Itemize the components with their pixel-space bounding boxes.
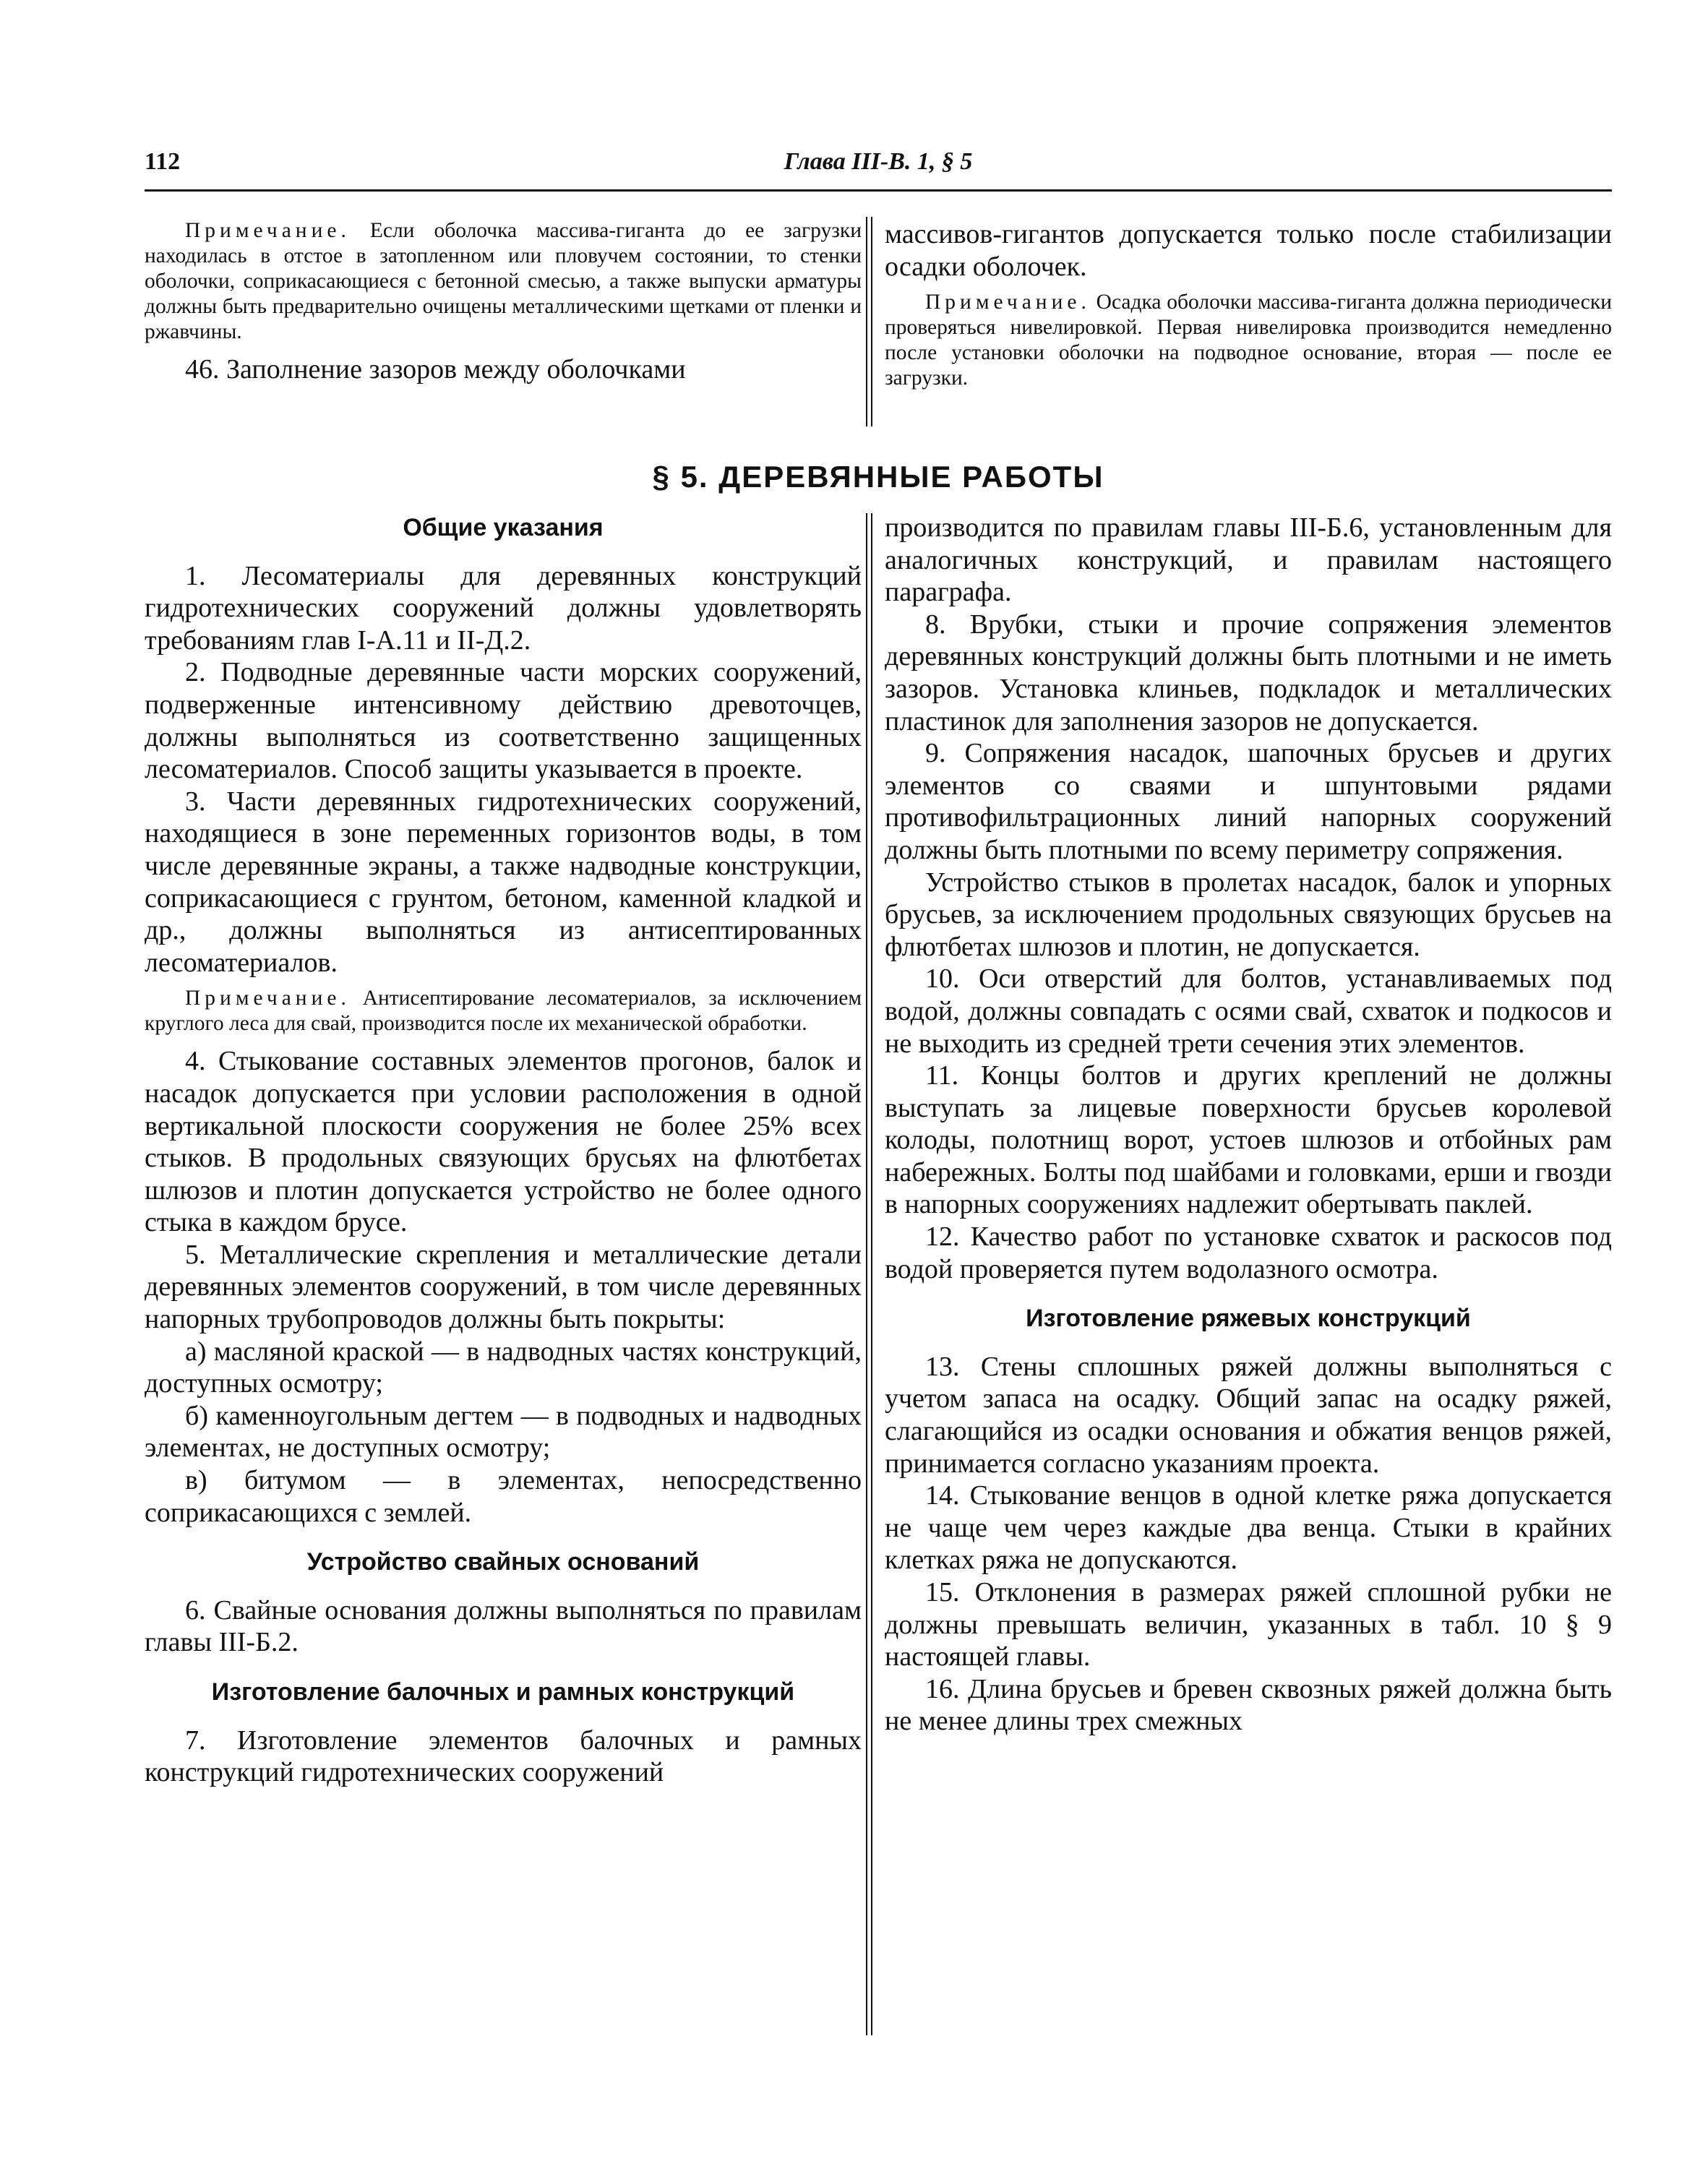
note-text: Осадка оболочки массива-гиганта должна периодически проверяться нивелировкой. Первая нивелировка производится немедленно после установки оболочки на подводное основание, вторая — после ее загрузки. [885, 291, 1612, 390]
main-left-column [145, 512, 862, 1789]
subheading-general: Общие указания [403, 514, 604, 541]
note-text: Антисептирование лесоматериалов, за исключением круглого леса для свай, производится после их механической обработки. [145, 987, 862, 1036]
paragraph-13: 13. Стены сплошных ряжей должны выполняться с учетом запаса на осадку. Общий запас на осадку ряжей, слагающийся из осадки основания и обжатия венцов ряжей, принимается согласно указаниям проекта. [885, 1351, 1612, 1479]
section-title: § 5. ДЕРЕВЯННЫЕ РАБОТЫ [652, 460, 1104, 494]
top-left-column [145, 218, 862, 386]
note-shell-cleaning [145, 218, 862, 345]
paragraph-5b: б) каменноугольным дегтем — в подводных и надводных элементах, не доступных осмотру; [145, 1400, 862, 1464]
note-text: Если оболочка массива-гиганта до ее загрузки находилась в отстое в затопленном или пловучем состоянии, то стенки оболочки, соприкасающиеся с бетонной смесью, а также выпуски арматуры должны быть предварительно очищены металлическими щетками от пленки и ржавчины. [145, 219, 862, 343]
paragraph-4: 4. Стыкование составных элементов прогонов, балок и насадок допускается при условии расположения в одной вертикальной плоскости сооружения не более 25% всех стыков. В продольных связующих брусьях на флютбетах шлюзов и плотин допускается устройство не более одного стыка в каждом брусе. [145, 1046, 862, 1238]
paragraph-5a: а) масляной краской — в надводных частях конструкций, доступных осмотру; [145, 1336, 862, 1399]
main-right-column [885, 512, 1612, 1738]
paragraph-7: 7. Изготовление элементов балочных и рамных конструкций гидротехнических сооружений [145, 1725, 862, 1788]
paragraph-12: 12. Качество работ по установке схваток и раскосов под водой проверяется путем водолазного осмотра. [885, 1221, 1612, 1284]
paragraph-2: 2. Подводные деревянные части морских сооружений, подверженные интенсивному действию древоточцев, должны выполняться из соответственно защищенных лесоматериалов. Способ защиты указывается в проекте. [145, 657, 862, 785]
page-header [145, 148, 1612, 184]
paragraph-46: 46. Заполнение зазоров между оболочками [185, 354, 686, 385]
paragraph-8: 8. Врубки, стыки и прочие сопряжения элементов деревянных конструкций должны быть плотными и не иметь зазоров. Установка клиньев, подкладок и металлических пластинок для заполнения зазоров не допускается. [885, 609, 1612, 737]
paragraph-9b: Устройство стыков в пролетах насадок, балок и упорных брусьев, за исключением продольных связующих брусьев на флютбетах шлюзов и плотин, не допускается. [885, 867, 1612, 962]
paragraph-1: 1. Лесоматериалы для деревянных конструкций гидротехнических сооружений должны удовлетворять требованиям глав I-A.11 и II-Д.2. [145, 560, 862, 656]
paragraph-5c: в) битумом — в элементах, непосредственно соприкасающихся с землей. [145, 1465, 862, 1528]
note-label: Примечание. [185, 219, 351, 242]
top-right-column [885, 218, 1612, 400]
subheading-beams: Изготовление балочных и рамных конструкций [211, 1678, 795, 1706]
subheading-cribs: Изготовление ряжевых конструкций [1026, 1305, 1471, 1333]
note-label: Примечание. [185, 987, 351, 1010]
subheading-piles: Устройство свайных оснований [306, 1548, 700, 1576]
paragraph-11: 11. Концы болтов и других креплений не должны выступать за лицевые поверхности брусьев королевой колоды, полотнищ ворот, устоев шлюзов и отбойных рам набережных. Болты под шайбами и головками, ерши и гвозди в напорных сооружениях надлежит обертывать паклей. [885, 1060, 1612, 1220]
note-shell-settlement [885, 290, 1612, 391]
paragraph-9: 9. Сопряжения насадок, шапочных брусьев и других элементов со сваями и шпунтовыми рядами противофильтрационных линий напорных сооружений должны быть плотными по всему периметру сопряжения. [885, 738, 1612, 865]
header-rule [145, 189, 1612, 192]
paragraph-10: 10. Оси отверстий для болтов, устанавливаемых под водой, должны совпадать с осями свай, схваток и подкосов и не выходить из средней трети сечения этих элементов. [885, 963, 1612, 1059]
paragraph-46-continued: массивов-гигантов допускается только после стабилизации осадки оболочек. [885, 219, 1612, 282]
paragraph-5: 5. Металлические скрепления и металлические детали деревянных элементов сооружений, в том числе деревянных напорных трубопроводов должны быть покрыты: [145, 1239, 862, 1335]
column-divider-main [866, 513, 872, 2035]
page-number: 112 [145, 148, 181, 175]
paragraph-15: 15. Отклонения в размерах ряжей сплошной рубки не должны превышать величин, указанных в табл. 10 § 9 настоящей главы. [885, 1577, 1612, 1673]
note-label: Примечание. [925, 291, 1091, 314]
paragraph-14: 14. Стыкование венцов в одной клетке ряжа допускается не чаще чем через каждые два венца. Стыки в крайних клетках ряжа не допускаются. [885, 1480, 1612, 1576]
paragraph-7-continued: производится по правилам главы III-Б.6, установленным для аналогичных конструкций, и правилам настоящего параграфа. [885, 512, 1612, 608]
running-head: Глава III-В. 1, § 5 [784, 148, 973, 175]
column-divider-top [866, 217, 872, 426]
paragraph-16: 16. Длина брусьев и бревен сквозных ряжей должна быть не менее длины трех смежных [885, 1673, 1612, 1737]
paragraph-6: 6. Свайные основания должны выполняться по правилам главы III-Б.2. [145, 1594, 862, 1658]
note-antiseptic [145, 986, 862, 1036]
paragraph-3: 3. Части деревянных гидротехнических сооружений, находящиеся в зоне переменных горизонтов воды, в том числе деревянные экраны, а также надводные конструкции, соприкасающиеся с грунтом, бетоном, каменной кладкой и др., должны выполняться из антисептированных лесоматериалов. [145, 786, 862, 978]
